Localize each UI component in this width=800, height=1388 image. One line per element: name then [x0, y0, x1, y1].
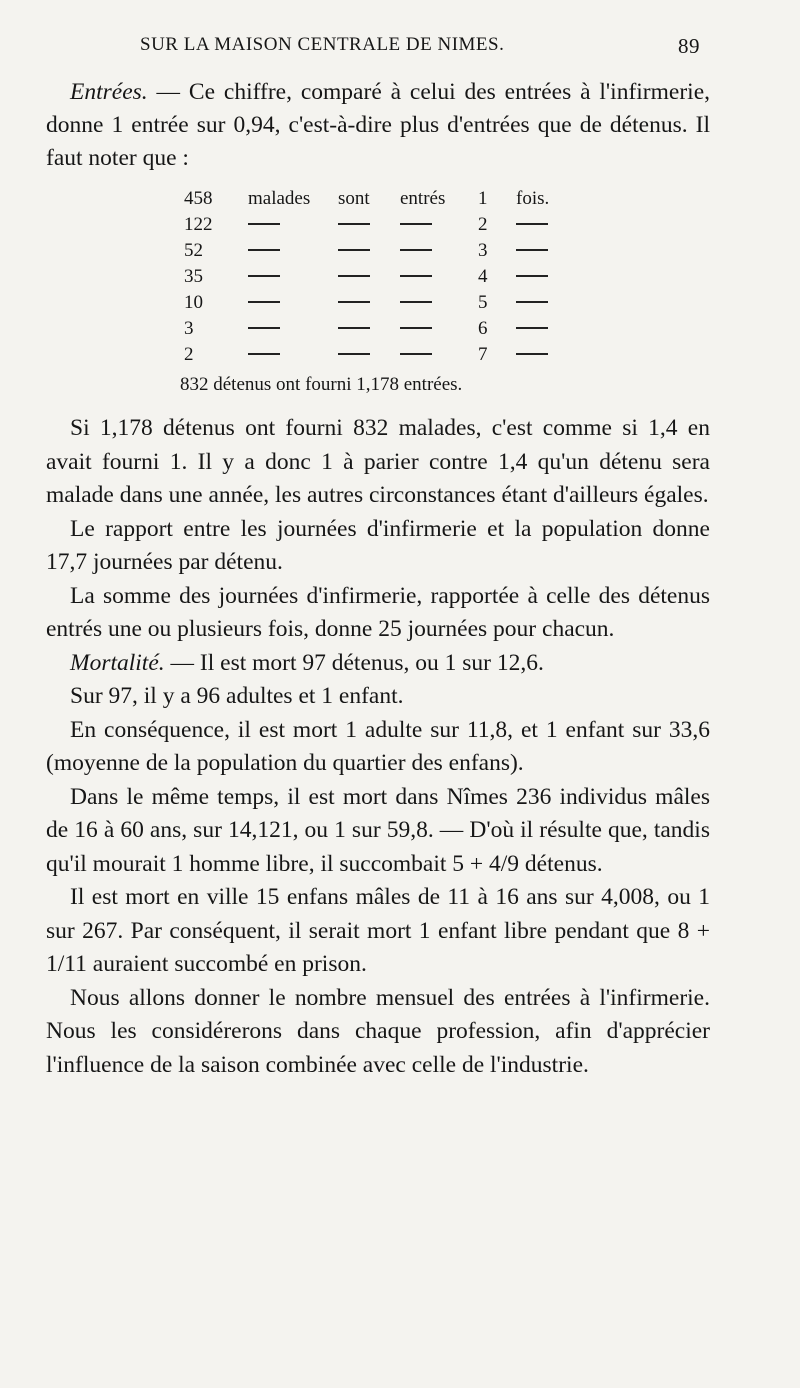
ditto-dash: [338, 214, 370, 236]
running-title: SUR LA MAISON CENTRALE DE NIMES.: [140, 34, 505, 55]
table-row: [170, 214, 570, 240]
ditto-dash: [400, 266, 432, 288]
ditto-dash: [516, 240, 548, 262]
ditto-dash: [248, 214, 280, 236]
paragraph-text: Dans le même temps, il est mort dans Nîmes 236 individus mâles de 16 à 60 ans, sur 14,121, ou 1 sur 59,8. — D'où il résulte que, tandis qu'il mourait 1 homme libre, il succombait 5 + 4/9 détenus.: [46, 783, 710, 877]
paragraph-text: La somme des journées d'infirmerie, rapportée à celle des détenus entrés une ou plusieurs fois, donne 25 journées pour chacun.: [46, 582, 710, 642]
table-cell-entres: entrés: [400, 188, 446, 209]
ditto-dash: [516, 344, 548, 366]
ditto-dash: [400, 344, 432, 366]
ditto-dash: [248, 344, 280, 366]
paragraph-entrees: [46, 76, 710, 175]
running-head: [140, 34, 700, 64]
table-cell-count: 52: [184, 240, 203, 261]
paragraph-text: — Ce chiffre, comparé à celui des entrées à l'infirmerie, donne 1 entrée sur 0,94, c'est-à-dire plus d'entrées que de détenus. Il faut noter que :: [46, 79, 710, 171]
admissions-table: [170, 188, 570, 370]
table-cell-count: 122: [184, 214, 213, 235]
ditto-dash: [338, 318, 370, 340]
paragraph: [46, 881, 710, 982]
paragraph-text: Nous allons donner le nombre mensuel des entrées à l'infirmerie. Nous les considérerons dans chaque profession, afin d'apprécier l'influence de la saison combinée avec celle de l'industrie.: [46, 984, 710, 1078]
ditto-dash: [338, 266, 370, 288]
section-lead-mortalite: Mortalité.: [70, 649, 165, 676]
table-row: [170, 266, 570, 292]
table-row: [170, 240, 570, 266]
ditto-dash: [248, 266, 280, 288]
paragraph: [46, 580, 710, 647]
ditto-dash: [516, 266, 548, 288]
table-cell-times: 6: [478, 318, 488, 339]
paragraph: [46, 412, 710, 513]
table-cell-times: 5: [478, 292, 488, 313]
paragraph-text: Le rapport entre les journées d'infirmerie et la population donne 17,7 journées par détenu.: [46, 515, 710, 575]
paragraph-text: — Il est mort 97 détenus, ou 1 sur 12,6.: [164, 649, 544, 676]
paragraph-text: Il est mort en ville 15 enfans mâles de 11 à 16 ans sur 4,008, ou 1 sur 267. Par conséquent, il serait mort 1 enfant libre pendant que 8 + 1/11 auraient succombé en prison.: [46, 884, 710, 977]
paragraph: [46, 781, 710, 882]
paragraph: [46, 714, 710, 781]
table-cell-count: 458: [184, 188, 213, 209]
paragraph: [46, 982, 710, 1083]
ditto-dash: [338, 292, 370, 314]
table-cell-count: 35: [184, 266, 203, 287]
ditto-dash: [516, 214, 548, 236]
table-cell-count: 2: [184, 344, 194, 365]
table-cell-times: 1: [478, 188, 488, 209]
table-cell-times: 4: [478, 266, 488, 287]
table-cell-times: 7: [478, 344, 488, 365]
table-cell-count: 3: [184, 318, 194, 339]
paragraph: [46, 513, 710, 580]
table-cell-malades: malades: [248, 188, 311, 209]
table-cell-times: 2: [478, 214, 488, 235]
paragraph-text: Si 1,178 détenus ont fourni 832 malades, c'est comme si 1,4 en avait fourni 1. Il y a donc 1 à parier contre 1,4 qu'un détenu sera malade dans une année, les autres circonstances étant d'ailleurs égales.: [46, 415, 710, 508]
table-row: [170, 318, 570, 344]
ditto-dash: [400, 240, 432, 262]
table-cell-fois: fois.: [516, 188, 550, 209]
ditto-dash: [400, 318, 432, 340]
paragraph-mortalite: [46, 647, 710, 681]
intro-paragraph: [46, 76, 710, 175]
ditto-dash: [248, 318, 280, 340]
body-paragraphs: [46, 412, 710, 1082]
ditto-dash: [516, 292, 548, 314]
table-header-row: [170, 188, 570, 214]
paragraph: [46, 680, 710, 714]
ditto-dash: [338, 344, 370, 366]
ditto-dash: [400, 292, 432, 314]
page-number: 89: [678, 34, 700, 58]
table-cell-sont: sont: [338, 188, 370, 209]
paragraph-text: Sur 97, il y a 96 adultes et 1 enfant.: [70, 683, 404, 709]
ditto-dash: [248, 292, 280, 314]
table-row: [170, 292, 570, 318]
table-cell-times: 3: [478, 240, 488, 261]
section-lead-entrees: Entrées.: [70, 79, 148, 105]
table-total: 832 détenus ont fourni 1,178 entrées.: [180, 374, 463, 395]
ditto-dash: [248, 240, 280, 262]
ditto-dash: [338, 240, 370, 262]
table-cell-count: 10: [184, 292, 203, 313]
paragraph-text: En conséquence, il est mort 1 adulte sur 11,8, et 1 enfant sur 33,6 (moyenne de la population du quartier des enfans).: [46, 716, 710, 776]
ditto-dash: [400, 214, 432, 236]
table-row: [170, 344, 570, 370]
ditto-dash: [516, 318, 548, 340]
